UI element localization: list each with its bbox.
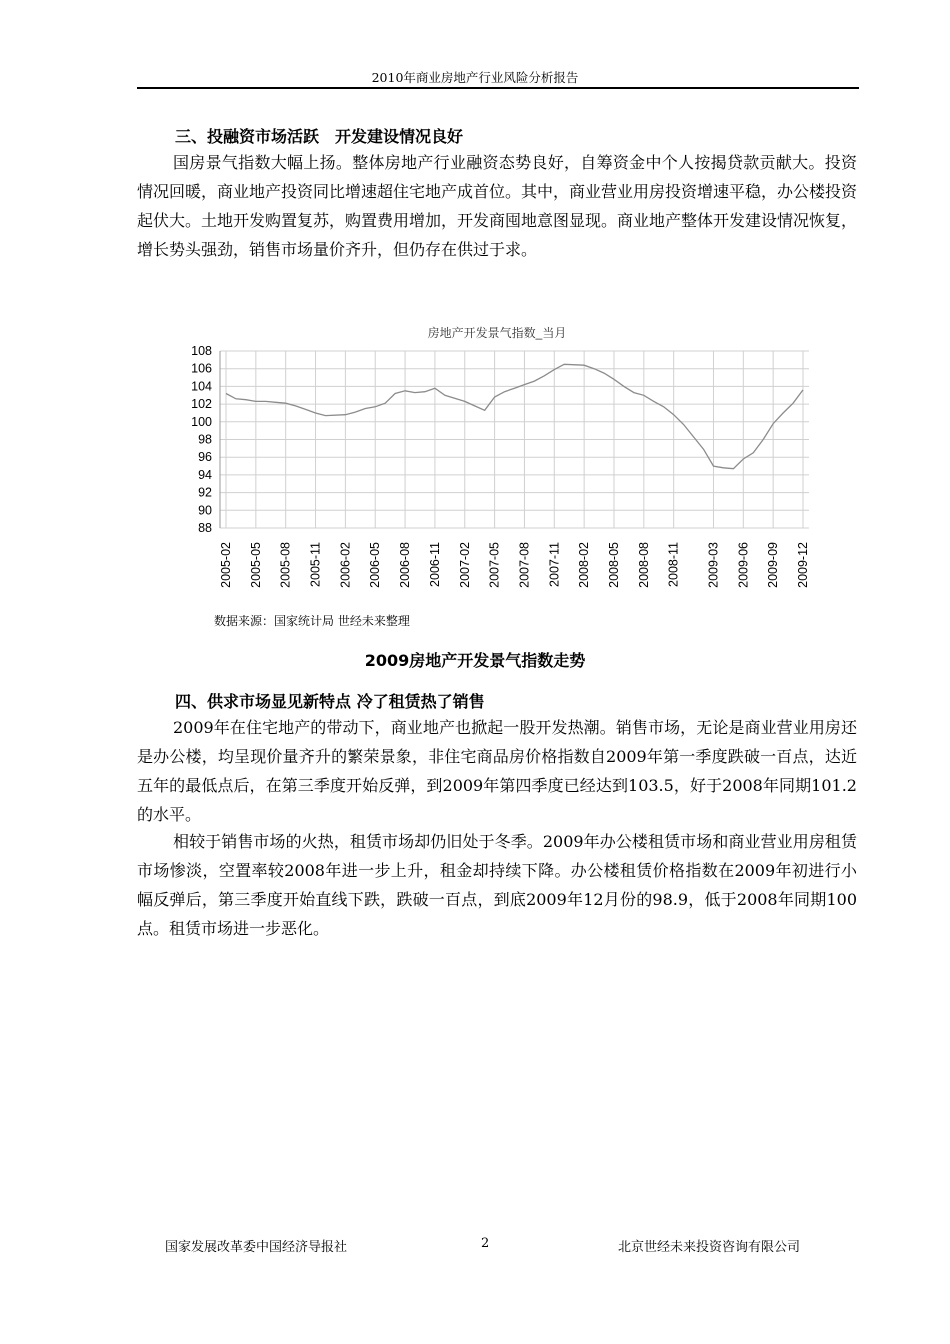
y-tick-label: 102	[191, 397, 212, 412]
x-tick-label: 2009-12	[796, 542, 810, 588]
x-tick-label: 2006-11	[427, 542, 442, 587]
chart-source: 数据来源：国家统计局 世经未来整理	[214, 614, 410, 628]
y-tick-label: 90	[198, 503, 212, 518]
section-3-heading: 三、投融资市场活跃 开发建设情况良好	[175, 127, 464, 146]
x-tick-label: 2008-02	[577, 542, 592, 588]
series-line	[226, 364, 803, 468]
header-rule	[137, 87, 859, 89]
chart-title: 房地产开发景气指数_当月	[427, 326, 567, 340]
x-tick-label: 2005-11	[308, 542, 323, 587]
x-axis-ticks	[219, 542, 810, 588]
footer-page-number: 2	[481, 1236, 490, 1251]
x-tick-label: 2009-03	[706, 542, 721, 588]
x-tick-label: 2009-06	[736, 542, 751, 588]
y-tick-label: 98	[198, 432, 212, 447]
x-tick-label: 2007-05	[487, 542, 502, 588]
section-4-paragraph-1: 2009年在住宅地产的带动下，商业地产也掀起一股开发热潮。销售市场，无论是商业营业用房还是办公楼，均呈现价量齐升的繁荣景象，非住宅商品房价格指数自2009年第一季度跌破一百点，达近五年的最低点后，在第三季度开始反弹，到2009年第四季度已经达到103.5，好于2008年同期101.2的水平。	[137, 718, 857, 824]
footer-publisher: 国家发展改革委中国经济导报社	[165, 1240, 348, 1255]
y-axis-ticks	[191, 344, 212, 535]
x-tick-label: 2008-08	[636, 542, 651, 588]
y-tick-label: 92	[198, 485, 212, 500]
x-tick-label: 2006-05	[368, 542, 383, 588]
chart-grid	[220, 351, 809, 528]
y-tick-label: 94	[198, 467, 212, 482]
page-header-title: 2010年商业房地产行业风险分析报告	[371, 70, 579, 85]
footer-company: 北京世经未来投资咨询有限公司	[618, 1240, 801, 1255]
x-tick-label: 2008-11	[666, 542, 681, 587]
x-tick-label: 2007-08	[517, 542, 532, 588]
x-tick-label: 2007-11	[547, 542, 562, 587]
y-tick-label: 100	[191, 414, 212, 429]
x-tick-label: 2007-02	[457, 542, 472, 588]
y-tick-label: 106	[191, 361, 212, 376]
section-4-heading: 四、供求市场显见新特点 冷了租赁热了销售	[175, 692, 485, 711]
y-tick-label: 88	[198, 521, 212, 535]
x-tick-label: 2006-02	[338, 542, 353, 588]
x-tick-label: 2005-02	[219, 542, 233, 588]
section-4-paragraph-2: 相较于销售市场的火热，租赁市场却仍旧处于冬季。2009年办公楼租赁市场和商业营业用房租赁市场惨淡，空置率较2008年进一步上升，租金却持续下降。办公楼租赁价格指数在2009年初进行小幅反弹后，第三季度开始直线下跌，跌破一百点，到底2009年12月份的98.9，低于2008年同期100点。租赁市场进一步恶化。	[137, 832, 857, 938]
chart-series	[226, 364, 803, 468]
y-tick-label: 108	[191, 344, 212, 358]
x-tick-label: 2006-08	[398, 542, 413, 588]
y-tick-label: 104	[191, 379, 212, 394]
y-tick-label: 96	[198, 450, 212, 465]
chart-caption: 2009房地产开发景气指数走势	[364, 651, 586, 670]
line-chart	[177, 318, 827, 603]
x-tick-label: 2009-09	[766, 542, 781, 588]
section-3-paragraph: 国房景气指数大幅上扬。整体房地产行业融资态势良好，自筹资金中个人按揭贷款贡献大。投资情况回暖，商业地产投资同比增速超住宅地产成首位。其中，商业营业用房投资增速平稳，办公楼投资起伏大。土地开发购置复苏，购置费用增加，开发商囤地意图显现。商业地产整体开发建设情况恢复，增长势头强劲，销售市场量价齐升，但仍存在供过于求。	[137, 153, 858, 259]
x-tick-label: 2005-05	[248, 542, 263, 588]
x-tick-label: 2008-05	[606, 542, 621, 588]
x-tick-label: 2005-08	[278, 542, 293, 588]
